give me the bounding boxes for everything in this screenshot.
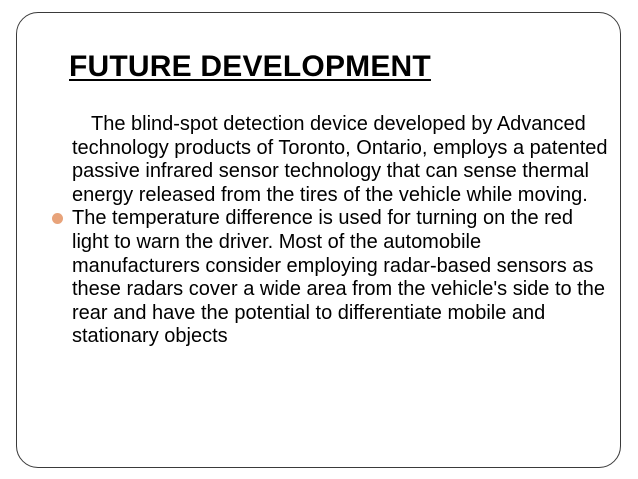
bullet-item <box>72 207 612 349</box>
paragraph-blind-spot-device: The blind-spot detection device developed by Advanced technology products of Toronto, Ontario, employs a patented passive infrared sensor technology that can sense thermal energy released from the tires of the vehicle while moving. <box>72 113 608 206</box>
slide-body <box>72 113 612 349</box>
paragraph-temperature-difference: The temperature difference is used for turning on the red light to warn the driver. Most of the automobile manufacturers consider employing radar-based sensors as these radars cover a wide area from the vehicle's side to the rear and have the potential to differentiate mobile and stationary objects <box>72 207 605 348</box>
slide-title: FUTURE DEVELOPMENT <box>69 50 431 83</box>
